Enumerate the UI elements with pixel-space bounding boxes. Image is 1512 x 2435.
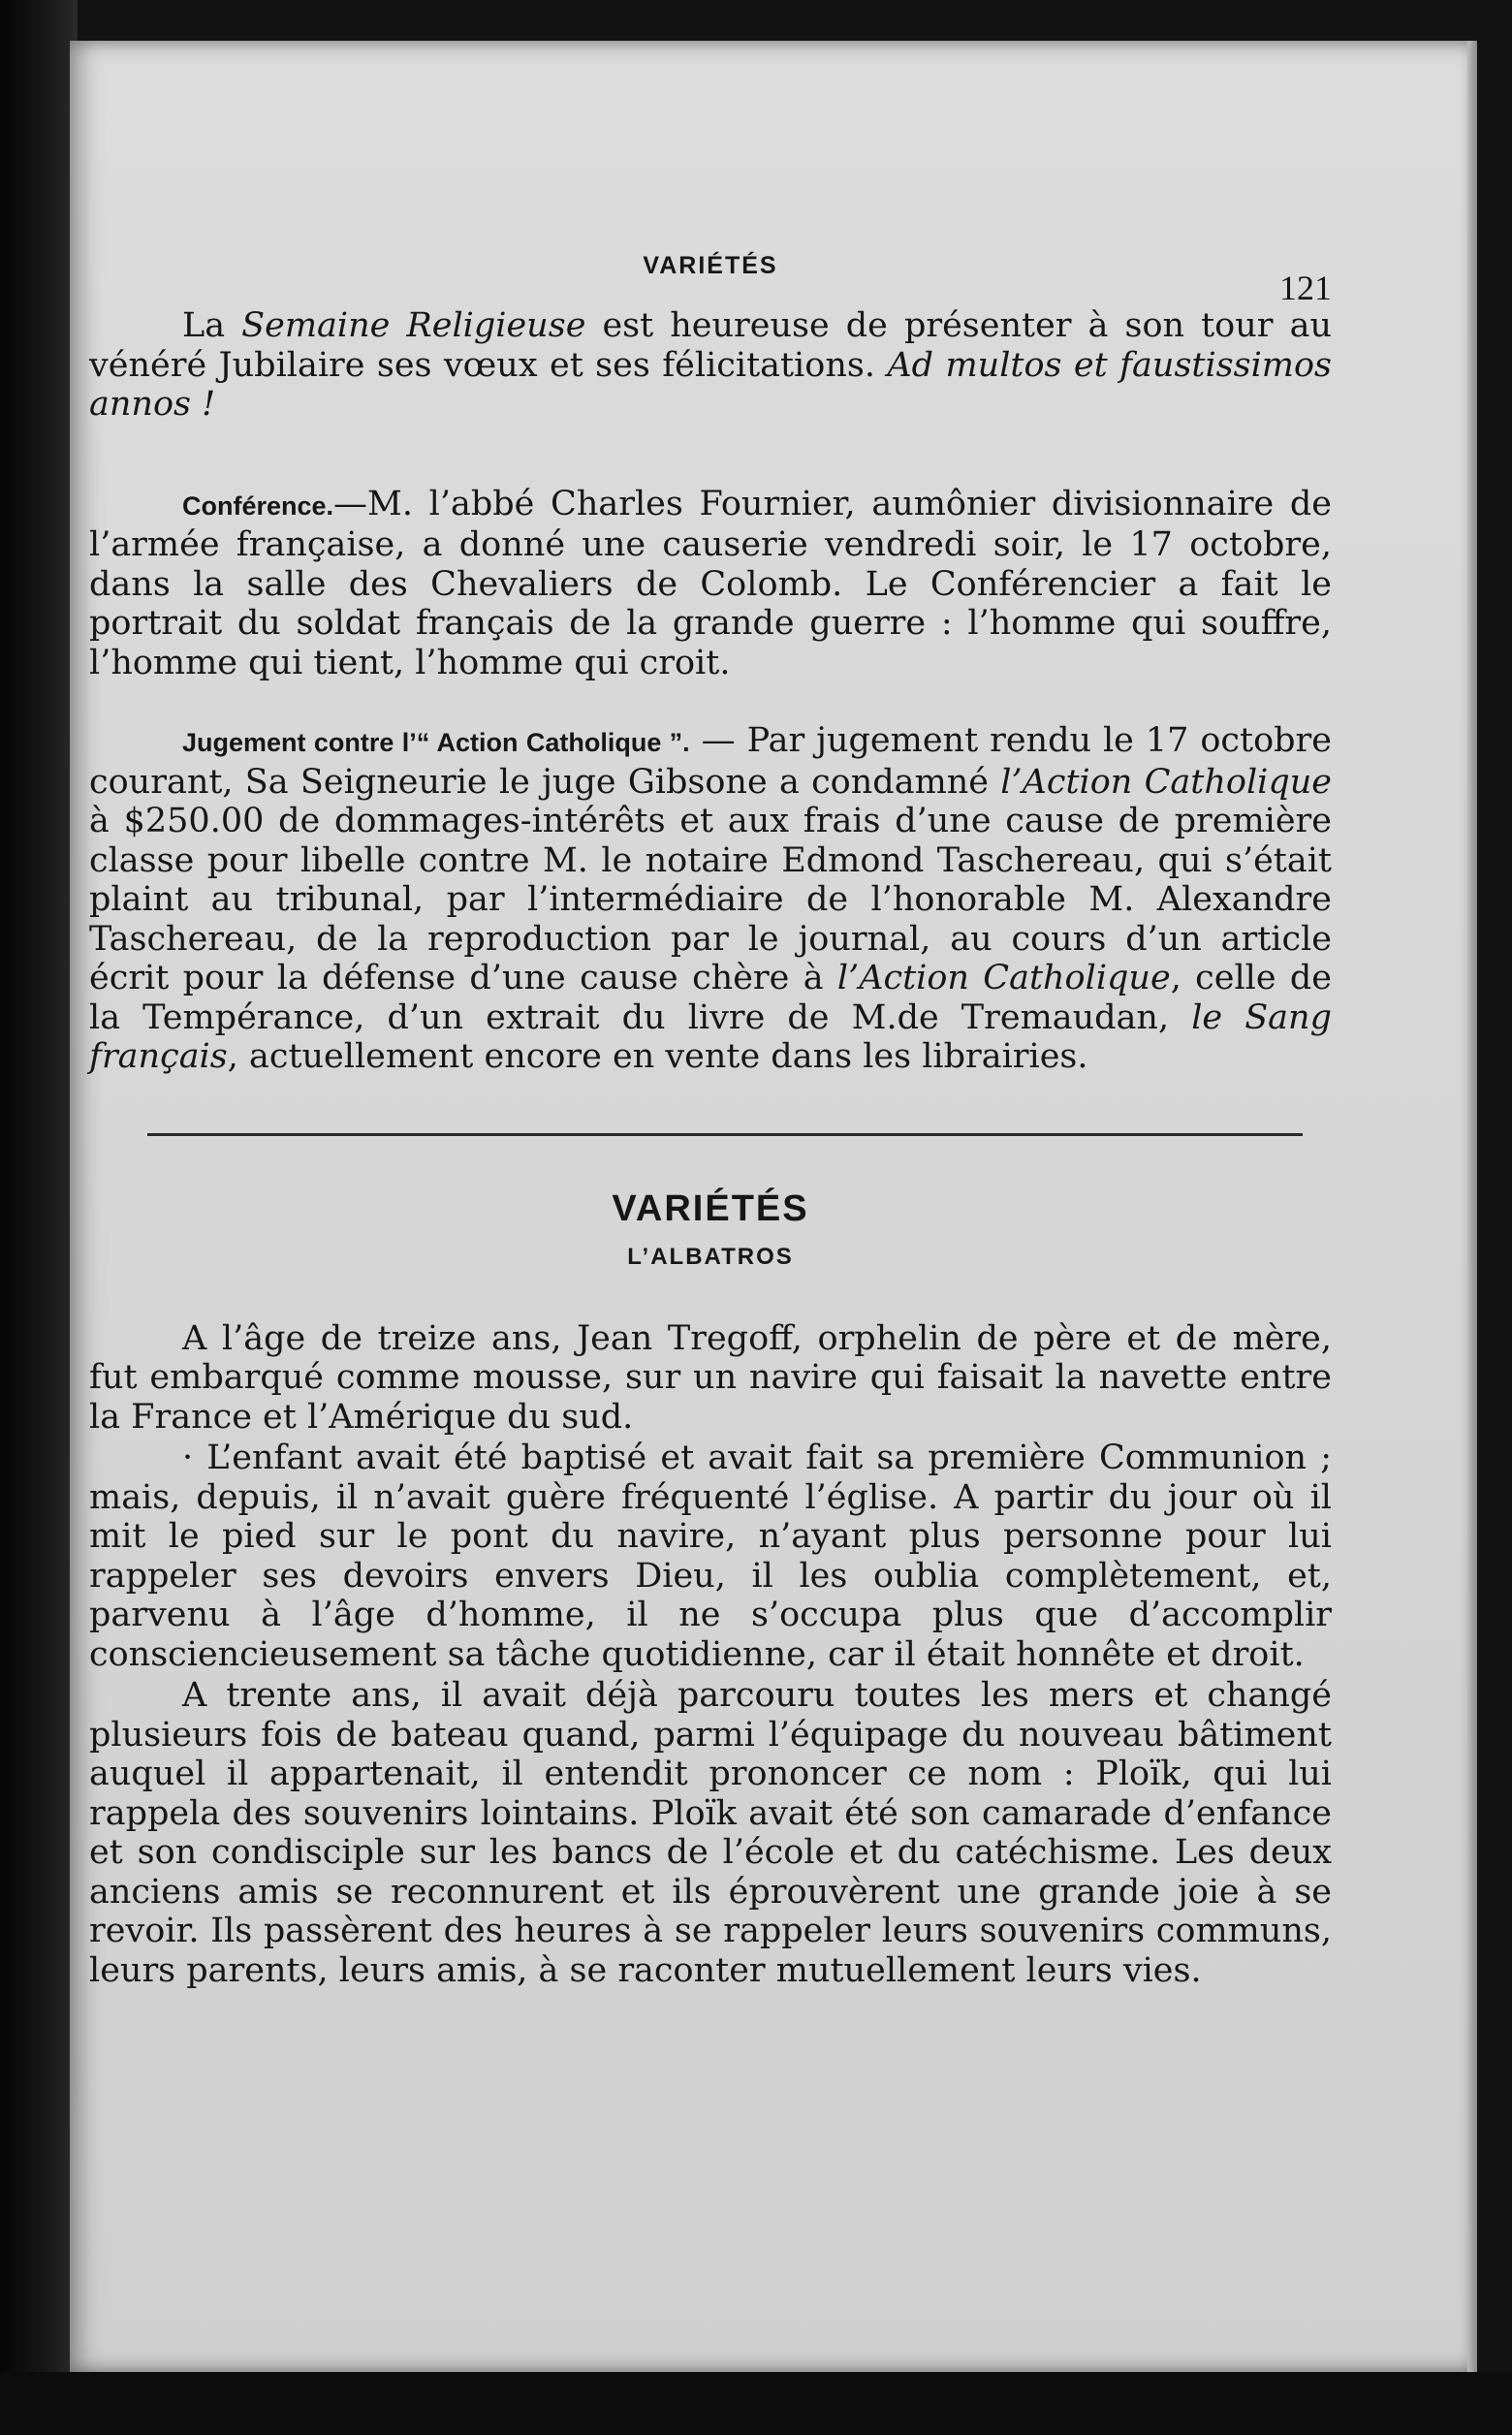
scan-bottom-margin <box>0 2372 1512 2435</box>
jubilee-text-2: est heureuse de présenter à son tour au vénéré Jubilaire ses vœux et ses félicitations. <box>89 306 1332 385</box>
judgment-text-1: — Par jugement rendu le 17 octobre courant, Sa Seigneurie le juge Gibsone a condamné <box>89 721 1332 802</box>
section-divider <box>89 1077 1332 1180</box>
running-header <box>89 213 1332 306</box>
judgment-italic-2: l’Action Catholique <box>836 959 1171 997</box>
judgment-lead: Jugement contre l’“ Action Catholique ”. <box>182 728 690 757</box>
running-title: VARIÉTÉS <box>643 252 778 279</box>
judgment-italic-1: l’Action Catholique <box>1000 762 1332 802</box>
section-title: VARIÉTÉS <box>612 1187 809 1229</box>
judgment-text-3: , celle de la Tempérance, d’un extrait du livre de M.de Tremaudan, <box>89 959 1332 1037</box>
story-paragraph: A l’âge de treize ans, Jean Tregoff, orphelin de père et de mère, fut embarqué comme mousse, sur un navire qui faisait la navette entre la France et l’Amérique du sud. <box>89 1318 1332 1437</box>
conference-text: —M. l’abbé Charles Fournier, aumônier divisionnaire de l’armée française, a donné une causerie vendredi soir, le 17 octobre, dans la salle des Chevaliers de Colomb. Le Conférencier a fait le portrait du soldat français de la grande guerre : l’homme qui souffre, l’homme qui tient, l’homme qui croit. <box>89 484 1332 682</box>
judgment-paragraph <box>89 721 1332 1077</box>
page-number: 121 <box>1279 269 1332 307</box>
horizontal-rule <box>147 1133 1303 1136</box>
jubilee-italic-1: Semaine Religieuse <box>241 306 586 345</box>
jubilee-text-1: La <box>182 306 242 345</box>
conference-lead: Conférence. <box>182 490 334 521</box>
jubilee-italic-2: Ad multos et faustissimos annos ! <box>89 345 1333 424</box>
page-content <box>89 213 1332 1990</box>
judgment-italic-3: le Sang français <box>89 997 1332 1076</box>
story-title: L’ALBATROS <box>627 1243 794 1270</box>
jubilee-paragraph <box>89 306 1332 425</box>
conference-paragraph <box>89 485 1332 683</box>
story-paragraph: A trente ans, il avait déjà parcouru toutes les mers et changé plusieurs fois de bateau quand, parmi l’équipage du nouveau bâtiment auquel il appartenait, il entendit prononcer ce nom : Ploïk, qui lui rappela des souvenirs lointains. Ploïk avait été son camarade d’enfance et son condisciple sur les bancs de l’école et du catéchisme. Les deux anciens amis se reconnurent et ils éprouvèrent une grande joie à se revoir. Ils passèrent des heures à se rappeler leurs souvenirs communs, leurs parents, leurs amis, à se raconter mutuellement leurs vies. <box>89 1676 1332 1990</box>
book-binding-shadow <box>0 0 78 2435</box>
judgment-text-2: à $250.00 de dommages-intérêts et aux frais d’une cause de première classe pour libelle contre M. le notaire Edmond Taschereau, qui s’était plaint au tribunal, par l’intermédiaire de l’honorable M. Alexandre Taschereau, de la reproduction par le journal, au cours d’un article écrit pour la défense d’une cause chère à <box>89 802 1332 997</box>
judgment-text-4: , actuellement encore en vente dans les librairies. <box>227 1037 1088 1076</box>
story-paragraph: · L’enfant avait été baptisé et avait fait sa première Communion ; mais, depuis, il n’avait guère fréquenté l’église. A partir du jour où il mit le pied sur le pont du navire, n’ayant plus personne pour lui rappeler ses devoirs envers Dieu, il les oublia complètement, et, parvenu à l’âge d’homme, il ne s’occupa plus que d’accomplir consciencieusement sa tâche quotidienne, car il était honnête et droit. <box>89 1439 1332 1674</box>
page-edge <box>1467 41 1477 2372</box>
